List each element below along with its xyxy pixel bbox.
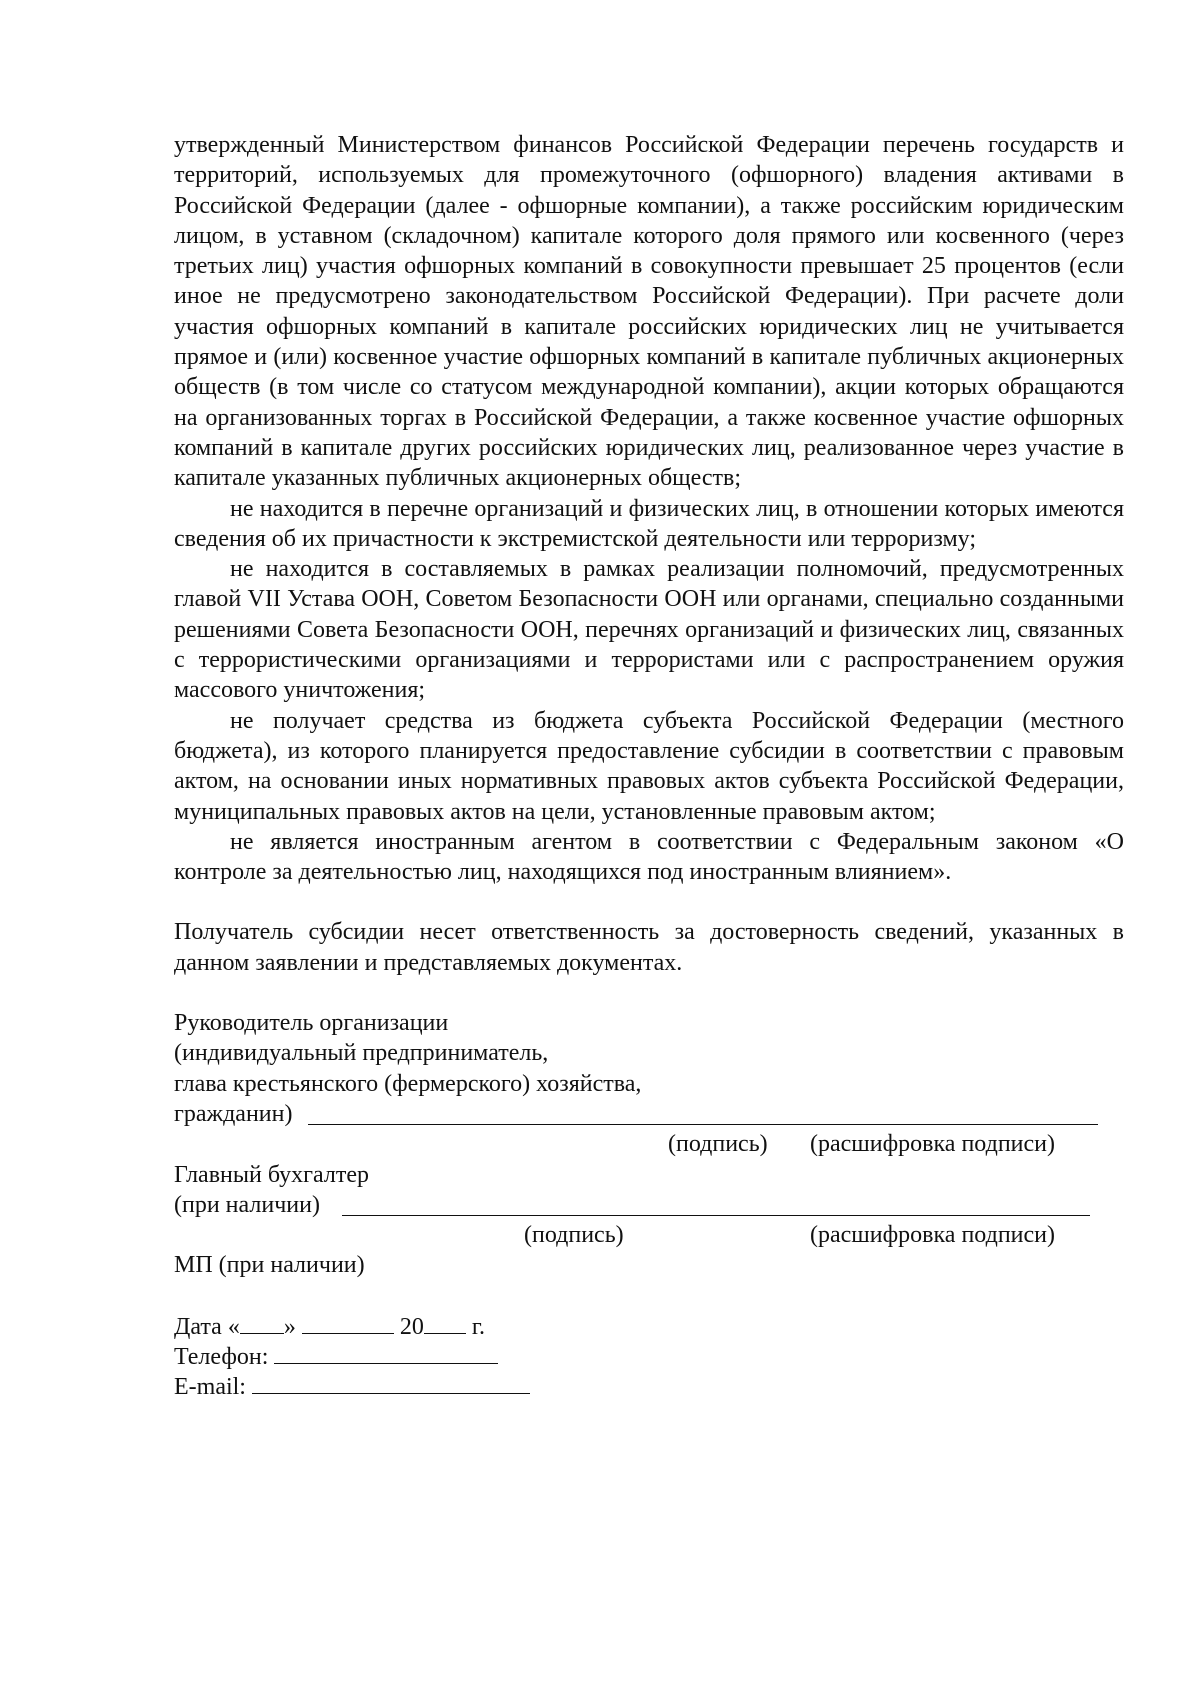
email-label: E-mail:: [174, 1374, 246, 1401]
head-signature-block: [174, 1008, 1124, 1159]
signature-decode-caption: (расшифровка подписи): [810, 1131, 1055, 1158]
head-signature-field[interactable]: [308, 1124, 1098, 1125]
date-label: Дата «: [174, 1313, 240, 1340]
signature-decode-caption: (расшифровка подписи): [810, 1222, 1055, 1249]
date-row: [174, 1311, 1124, 1341]
head-signature-row: [174, 1099, 1124, 1129]
accountant-signature-block: [174, 1160, 1124, 1281]
phone-row: [174, 1341, 1124, 1371]
signature-caption: (подпись): [668, 1131, 768, 1158]
paragraph-foreign-agent: не является иностранным агентом в соответствии с Федеральным законом «О контроле за деятельностью лиц, находящихся под иностранным влиянием».: [174, 828, 1124, 886]
accountant-title-line: Главный бухгалтер: [174, 1161, 369, 1188]
accountant-title-line: (при наличии): [174, 1191, 320, 1218]
head-title-line: (индивидуальный предприниматель,: [174, 1040, 549, 1067]
stamp-label: МП (при наличии): [174, 1252, 365, 1279]
email-field[interactable]: [252, 1371, 530, 1394]
email-row: [174, 1371, 1124, 1401]
paragraph-responsibility: Получатель субсидии несет ответственность за достоверность сведений, указанных в данном заявлении и представляемых документах.: [174, 919, 1124, 976]
contact-block: [174, 1311, 1124, 1402]
date-quote-close: »: [283, 1313, 296, 1340]
spacer: [174, 887, 1124, 917]
paragraph-un-lists: не находится в составляемых в рамках реализации полномочий, предусмотренных главой VII Устава ООН, Советом Безопасности ООН или органами, специально созданными решениями Совета Безопасности ООН, перечнях организаций и физических лиц, связанных с террористическими организациями и террористами или с распространением оружия массового уничтожения;: [174, 556, 1124, 704]
signature-caption: (подпись): [524, 1222, 624, 1249]
paragraph-extremism: не находится в перечне организаций и физических лиц, в отношении которых имеются сведения об их причастности к экстремистской деятельности или терроризму;: [174, 495, 1124, 552]
accountant-signature-row: [174, 1190, 1124, 1220]
phone-field[interactable]: [274, 1341, 498, 1364]
date-year-prefix: 20: [399, 1313, 424, 1340]
spacer: [174, 978, 1124, 1008]
paragraph-budget: не получает средства из бюджета субъекта Российской Федерации (местного бюджета), из которого планируется предоставление субсидии в соответствии с правовым актом, на основании иных нормативных правовых актов субъекта Российской Федерации, муниципальных правовых актов на цели, установленные правовым актом;: [174, 707, 1124, 825]
date-year-field[interactable]: [424, 1311, 466, 1334]
head-title-line: глава крестьянского (фермерского) хозяйства,: [174, 1070, 642, 1097]
spacer: [174, 1281, 1124, 1311]
date-day-field[interactable]: [240, 1311, 284, 1334]
document-body: [174, 130, 1124, 1402]
date-suffix: г.: [471, 1313, 485, 1340]
head-caption-row: [174, 1129, 1124, 1159]
accountant-signature-field[interactable]: [342, 1215, 1090, 1216]
head-title-line: гражданин): [174, 1100, 293, 1127]
head-title-line: Руководитель организации: [174, 1010, 449, 1037]
phone-label: Телефон:: [174, 1343, 269, 1370]
date-month-field[interactable]: [302, 1311, 394, 1334]
paragraph-offshore: утвержденный Министерством финансов Российской Федерации перечень государств и территорий, используемых для промежуточного (офшорного) владения активами в Российской Федерации (далее - офшорные компании), а также российским юридическим лицом, в уставном (складочном) капитале которого доля прямого или косвенного (через третьих лиц) участия офшорных компаний в совокупности превышает 25 процентов (если иное не предусмотрено законодательством Российской Федерации). При расчете доли участия офшорных компаний в капитале российских юридических лиц не учитывается прямое и (или) косвенное участие офшорных компаний в капитале публичных акционерных обществ (в том числе со статусом международной компании), акции которых обращаются на организованных торгах в Российской Федерации, а также косвенное участие офшорных компаний в капитале других российских юридических лиц, реализованное через участие в капитале указанных публичных акционерных обществ;: [174, 132, 1124, 492]
accountant-caption-row: [174, 1220, 1124, 1250]
